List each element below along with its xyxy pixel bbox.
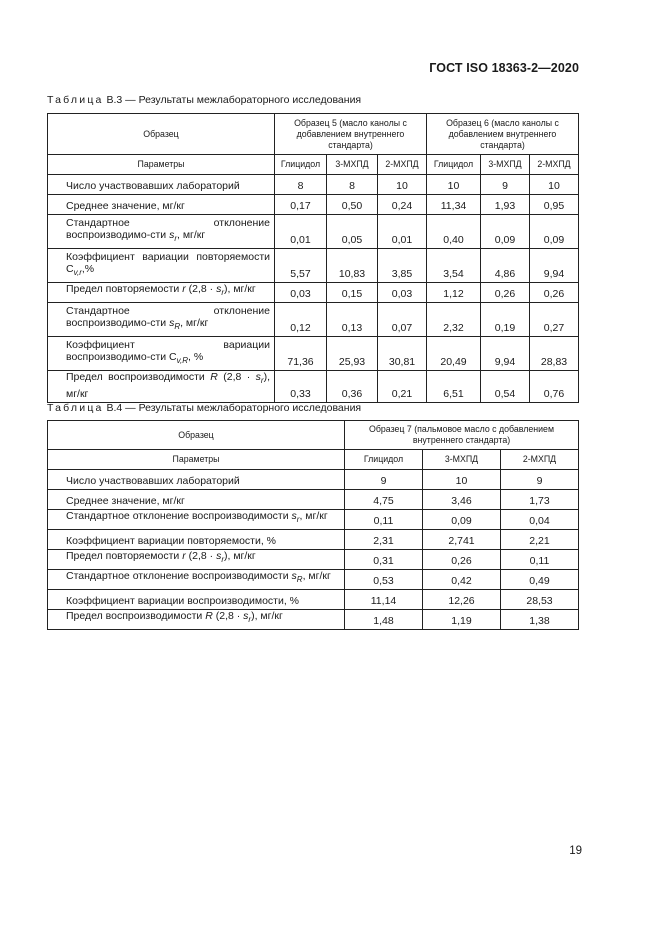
value-cell: 3,54 (427, 249, 481, 283)
param-text: , мг/кг (299, 510, 328, 523)
table-b4-caption-text: В.4 — Результаты межлабораторного исследования (103, 402, 362, 414)
value-cell: 0,54 (481, 371, 530, 403)
subscript-text: r (174, 234, 177, 244)
value-cell: 11,34 (427, 195, 481, 215)
value-cell: 25,93 (327, 337, 378, 371)
value-cell: 2,741 (423, 530, 501, 550)
table-row (48, 550, 579, 570)
value-cell: 0,24 (378, 195, 427, 215)
table-row (48, 175, 579, 195)
value-cell: 10 (530, 175, 579, 195)
value-cell: 0,17 (275, 195, 327, 215)
symbol-text: R (210, 371, 218, 383)
value-cell: 0,01 (378, 215, 427, 249)
table-row (48, 590, 579, 610)
analyte-header: Глицидол (345, 450, 423, 470)
param-text: Число участвовавших лабораторий (66, 179, 240, 192)
subscript-text: v,r (73, 268, 82, 278)
parameter-cell (48, 470, 345, 490)
value-cell: 10 (378, 175, 427, 195)
param-text: ,% (81, 263, 95, 276)
value-cell: 0,03 (378, 283, 427, 303)
parameter-cell (48, 249, 275, 283)
param-text: Предел повторяемости (66, 283, 183, 296)
parameter-cell (48, 215, 275, 249)
param-text: Коэффициент вариации повторяемости, % (66, 534, 277, 547)
parameter-cell (48, 283, 275, 303)
param-text: Коэффициент вариации воспроизводимости, % (66, 594, 300, 607)
analyte-header: 3-МХПД (327, 155, 378, 175)
subscript-text: v,R (176, 356, 189, 366)
value-cell: 0,05 (327, 215, 378, 249)
subscript-text: R (174, 322, 181, 332)
analyte-header: 2-МХПД (378, 155, 427, 175)
analyte-header: Глицидол (427, 155, 481, 175)
parameters-header: Параметры (48, 155, 275, 175)
param-text: Стандартное отклонение воспроизводимости (66, 510, 292, 523)
table-row (48, 249, 579, 283)
table-b4-caption (47, 402, 361, 414)
symbol-text: s (291, 510, 297, 523)
value-cell: 1,19 (423, 610, 501, 630)
table-b3-caption-prefix: Таблица (47, 94, 104, 106)
parameter-cell (48, 337, 275, 371)
value-cell: 0,09 (423, 510, 501, 530)
value-cell: 0,04 (501, 510, 579, 530)
param-text: , мг/кг (180, 317, 209, 330)
value-cell: 20,49 (427, 337, 481, 371)
value-cell: 0,13 (327, 303, 378, 337)
value-cell: 0,42 (423, 570, 501, 590)
value-cell: 0,15 (327, 283, 378, 303)
subscript-text: r (221, 288, 224, 298)
analyte-header: 2-МХПД (530, 155, 579, 175)
subscript-text: r (260, 376, 264, 386)
value-cell: 0,09 (530, 215, 579, 249)
parameter-cell (48, 590, 345, 610)
value-cell: 0,33 (275, 371, 327, 403)
value-cell: 0,09 (481, 215, 530, 249)
table-b3 (47, 113, 579, 403)
table-row (48, 610, 579, 630)
table-row (48, 303, 579, 337)
value-cell: 0,40 (427, 215, 481, 249)
param-text: (2,8 · (217, 371, 256, 383)
param-text: Коэффициент вариации воспроизводимо-сти C (66, 338, 270, 364)
parameters-header: Параметры (48, 450, 345, 470)
symbol-text: s (255, 371, 261, 383)
value-cell: 10 (427, 175, 481, 195)
sample-7-header: Образец 7 (пальмовое масло с добавлением внутреннего стандарта) (345, 421, 579, 450)
value-cell: 0,26 (481, 283, 530, 303)
value-cell: 0,12 (275, 303, 327, 337)
value-cell: 4,86 (481, 249, 530, 283)
param-text: (2,8 · (185, 283, 217, 296)
subscript-text: r (296, 515, 300, 525)
value-cell: 0,36 (327, 371, 378, 403)
symbol-text: R (205, 610, 213, 623)
table-b3-caption-text: В.3 — Результаты межлабораторного исследования (103, 94, 362, 106)
value-cell: 0,03 (275, 283, 327, 303)
table-row (48, 570, 579, 590)
value-cell: 0,27 (530, 303, 579, 337)
table-row (48, 337, 579, 371)
value-cell: 1,48 (345, 610, 423, 630)
symbol-text: s (216, 550, 222, 563)
parameter-cell (48, 530, 345, 550)
table-row (48, 510, 579, 530)
value-cell: 1,38 (501, 610, 579, 630)
sample-6-header: Образец 6 (масло канолы с добавлением внутреннего стандарта) (427, 114, 579, 155)
value-cell: 0,50 (327, 195, 378, 215)
param-text: , мг/кг (302, 570, 331, 583)
value-cell: 0,49 (501, 570, 579, 590)
page-number: 19 (569, 845, 582, 857)
value-cell: 1,73 (501, 490, 579, 510)
symbol-text: s (243, 610, 249, 623)
value-cell: 0,19 (481, 303, 530, 337)
value-cell: 9,94 (530, 249, 579, 283)
table-b3-caption (47, 94, 361, 106)
subscript-text: R (296, 575, 303, 585)
symbol-text: s (169, 317, 175, 330)
value-cell: 30,81 (378, 337, 427, 371)
analyte-header: 2-МХПД (501, 450, 579, 470)
param-text: Предел воспроизводимости (66, 371, 211, 383)
analyte-header: 3-МХПД (481, 155, 530, 175)
value-cell: 0,07 (378, 303, 427, 337)
value-cell: 0,95 (530, 195, 579, 215)
param-text: ), мг/кг (223, 550, 256, 563)
param-text: (2,8 · (212, 610, 244, 623)
value-cell: 9 (345, 470, 423, 490)
param-text: Среднее значение, мг/кг (66, 494, 185, 507)
parameter-cell (48, 175, 275, 195)
parameter-cell (48, 550, 345, 570)
param-text: Число участвовавших лабораторий (66, 474, 240, 487)
value-cell: 12,26 (423, 590, 501, 610)
parameter-cell (48, 195, 275, 215)
value-cell: 28,53 (501, 590, 579, 610)
value-cell: 0,26 (423, 550, 501, 570)
value-cell: 9,94 (481, 337, 530, 371)
value-cell: 28,83 (530, 337, 579, 371)
value-cell: 0,01 (275, 215, 327, 249)
value-cell: 1,12 (427, 283, 481, 303)
param-text: Среднее значение, мг/кг (66, 199, 185, 212)
param-text: Стандартное отклонение воспроизводимо-сти (66, 216, 270, 242)
parameter-cell (48, 570, 345, 590)
table-b4 (47, 420, 579, 630)
table-row (48, 195, 579, 215)
symbol-text: s (291, 570, 297, 583)
param-text: , % (188, 351, 204, 364)
parameter-cell (48, 371, 275, 403)
value-cell: 3,85 (378, 249, 427, 283)
table-row (48, 530, 579, 550)
analyte-header: 3-МХПД (423, 450, 501, 470)
value-cell: 0,53 (345, 570, 423, 590)
subscript-text: r (248, 615, 252, 625)
table-row (48, 283, 579, 303)
table-row (48, 215, 579, 249)
param-text: Стандартное отклонение воспроизводимости (66, 570, 292, 583)
value-cell: 6,51 (427, 371, 481, 403)
symbol-text: r (182, 283, 186, 296)
value-cell: 11,14 (345, 590, 423, 610)
param-text: Предел воспроизводимости (66, 610, 206, 623)
symbol-text: s (169, 229, 175, 242)
value-cell: 10,83 (327, 249, 378, 283)
parameter-cell (48, 490, 345, 510)
document-code: ГОСТ ISO 18363-2—2020 (429, 61, 579, 75)
value-cell: 2,32 (427, 303, 481, 337)
value-cell: 2,31 (345, 530, 423, 550)
param-text: , мг/кг (176, 229, 206, 242)
table-b4-caption-prefix: Таблица (47, 402, 104, 414)
sample-header: Образец (48, 421, 345, 450)
value-cell: 8 (327, 175, 378, 195)
value-cell: 0,31 (345, 550, 423, 570)
table-row (48, 490, 579, 510)
table-row (48, 371, 579, 403)
param-text: ), мг/кг (66, 371, 270, 400)
value-cell: 0,21 (378, 371, 427, 403)
subscript-text: r (221, 555, 224, 565)
table-row (48, 470, 579, 490)
value-cell: 1,93 (481, 195, 530, 215)
value-cell: 9 (481, 175, 530, 195)
value-cell: 0,11 (345, 510, 423, 530)
param-text: ), мг/кг (223, 283, 256, 296)
value-cell: 9 (501, 470, 579, 490)
value-cell: 0,26 (530, 283, 579, 303)
value-cell: 8 (275, 175, 327, 195)
value-cell: 3,46 (423, 490, 501, 510)
param-text: (2,8 · (185, 550, 217, 563)
parameter-cell (48, 610, 345, 630)
sample-5-header: Образец 5 (масло канолы с добавлением внутреннего стандарта) (275, 114, 427, 155)
parameter-cell (48, 510, 345, 530)
parameter-cell (48, 303, 275, 337)
param-text: Коэффициент вариации повторяемости C (66, 250, 270, 276)
param-text: Предел повторяемости (66, 550, 183, 563)
symbol-text: r (182, 550, 186, 563)
value-cell: 71,36 (275, 337, 327, 371)
value-cell: 4,75 (345, 490, 423, 510)
param-text: ), мг/кг (251, 610, 283, 623)
value-cell: 5,57 (275, 249, 327, 283)
value-cell: 0,76 (530, 371, 579, 403)
symbol-text: s (216, 283, 222, 296)
value-cell: 0,11 (501, 550, 579, 570)
analyte-header: Глицидол (275, 155, 327, 175)
sample-header: Образец (48, 114, 275, 155)
param-text: Стандартное отклонение воспроизводимо-сти (66, 304, 270, 330)
value-cell: 2,21 (501, 530, 579, 550)
value-cell: 10 (423, 470, 501, 490)
